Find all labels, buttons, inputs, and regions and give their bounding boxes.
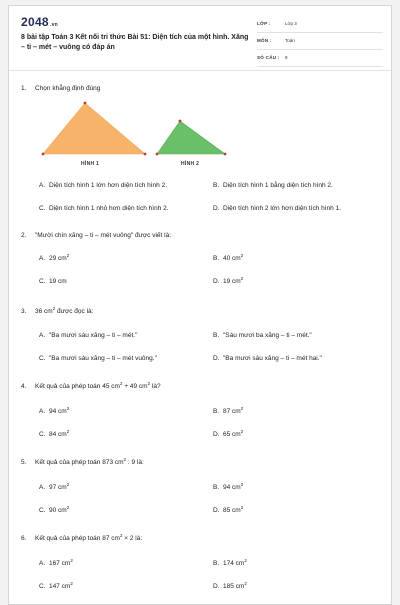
question-6: 6. Kết quả của phép toán 87 $cm^2 \times 2$ là: — [21, 533, 143, 542]
meta-value: 8 — [285, 55, 288, 60]
triangles-diagram — [35, 99, 245, 169]
meta-value: Toán — [285, 38, 295, 43]
option-6c[interactable]: C. 147 $cm^2$ — [39, 581, 73, 590]
meta-row-subject — [257, 35, 383, 50]
shape-1-triangle — [43, 103, 145, 154]
option-5a[interactable]: A. 97 $cm^2$ — [39, 482, 70, 491]
question-text: được đọc là: — [55, 308, 94, 315]
question-number: 2. — [21, 232, 27, 239]
option-1a[interactable]: A. Diện tích hình 1 lớn hơn diện tích hình 2. — [39, 182, 168, 189]
meta-row-grade — [257, 18, 383, 33]
figure-label-1: HÌNH 1 — [81, 161, 100, 167]
shape-2-triangle — [157, 121, 225, 154]
question-number: 1. — [21, 85, 27, 92]
question-5: 5. Kết quả của phép toán 873 $cm^2$ : 9 là: — [21, 457, 144, 466]
vertex-dot — [144, 153, 147, 156]
option-2b[interactable]: B. 40 $cm^2$ — [213, 253, 244, 262]
option-1d[interactable]: D. Diện tích hình 2 lớn hơn diện tích hình 1. — [213, 205, 342, 212]
meta-value: Lớp 3 — [285, 21, 297, 26]
vertex-dot — [156, 153, 159, 156]
option-2c[interactable]: C. 19 cm — [39, 278, 67, 285]
question-number: 5. — [21, 459, 27, 466]
question-number: 4. — [21, 383, 27, 390]
question-text: Chọn khẳng định đúng — [35, 85, 101, 92]
option-3c[interactable]: C. "Ba mươi sáu xăng – ti – mét vuông." — [39, 355, 157, 362]
vertex-dot — [84, 102, 87, 105]
option-4c[interactable]: C. 84 $cm^2$ — [39, 429, 70, 438]
option-2a[interactable]: A. 29 $cm^2$ — [39, 253, 70, 262]
question-text: "Mười chín xăng – ti – mét vuông" được viết là: — [35, 232, 172, 239]
option-5c[interactable]: C. 90 $cm^2$ — [39, 505, 70, 514]
option-1c[interactable]: C. Diện tích hình 1 nhỏ hơn diện tích hình 2. — [39, 205, 169, 212]
option-3b[interactable]: B. "Sáu mươi ba xăng – ti – mét." — [213, 332, 312, 339]
vertex-dot — [224, 153, 227, 156]
area-figure — [35, 99, 255, 179]
vertex-dot — [179, 120, 182, 123]
figure-label-2: HÌNH 2 — [181, 161, 200, 167]
vertex-dot — [42, 153, 45, 156]
option-6b[interactable]: B. 174 $cm^2$ — [213, 558, 247, 567]
option-6d[interactable]: D. 185 $cm^2$ — [213, 581, 247, 590]
question-1 — [21, 85, 100, 92]
option-4d[interactable]: D. 65 $cm^2$ — [213, 429, 244, 438]
meta-key: SỐ CÂU : — [257, 55, 280, 60]
question-3: 3. 36 $cm^2$ được đọc là: — [21, 306, 94, 315]
meta-info — [257, 18, 383, 69]
option-3a[interactable]: A. "Ba mươi sáu xăng – ti – mét." — [39, 332, 138, 339]
worksheet-header — [9, 6, 391, 71]
option-1b[interactable]: B. Diện tích hình 1 bằng diện tích hình 2. — [213, 182, 333, 189]
document-title: 8 bài tập Toán 3 Kết nối tri thức Bài 51: Diện tích của một hình. Xăng – ti – mét – vuông có đáp án — [21, 34, 249, 51]
option-2d[interactable]: D. 19 $cm^2$ — [213, 276, 244, 285]
question-number: 3. — [21, 308, 27, 315]
meta-row-count — [257, 52, 383, 67]
option-5d[interactable]: D. 85 $cm^2$ — [213, 505, 244, 514]
question-number: 6. — [21, 535, 27, 542]
option-3d[interactable]: D. "Ba mươi sáu xăng – ti – mét hai." — [213, 355, 322, 362]
site-logo[interactable]: 2048.vn — [21, 15, 59, 29]
option-4a[interactable]: A. 94 $cm^2$ — [39, 406, 70, 415]
meta-key: LỚP : — [257, 21, 271, 26]
option-4b[interactable]: B. 87 $cm^2$ — [213, 406, 244, 415]
question-4: 4. Kết quả của phép toán 45 $cm^2 + 49$ $cm^2$ là? — [21, 381, 161, 390]
meta-key: MÔN : — [257, 38, 272, 43]
option-5b[interactable]: B. 94 $cm^2$ — [213, 482, 244, 491]
option-6a[interactable]: A. 167 $cm^2$ — [39, 558, 73, 567]
question-2 — [21, 232, 171, 239]
worksheet — [8, 5, 392, 605]
